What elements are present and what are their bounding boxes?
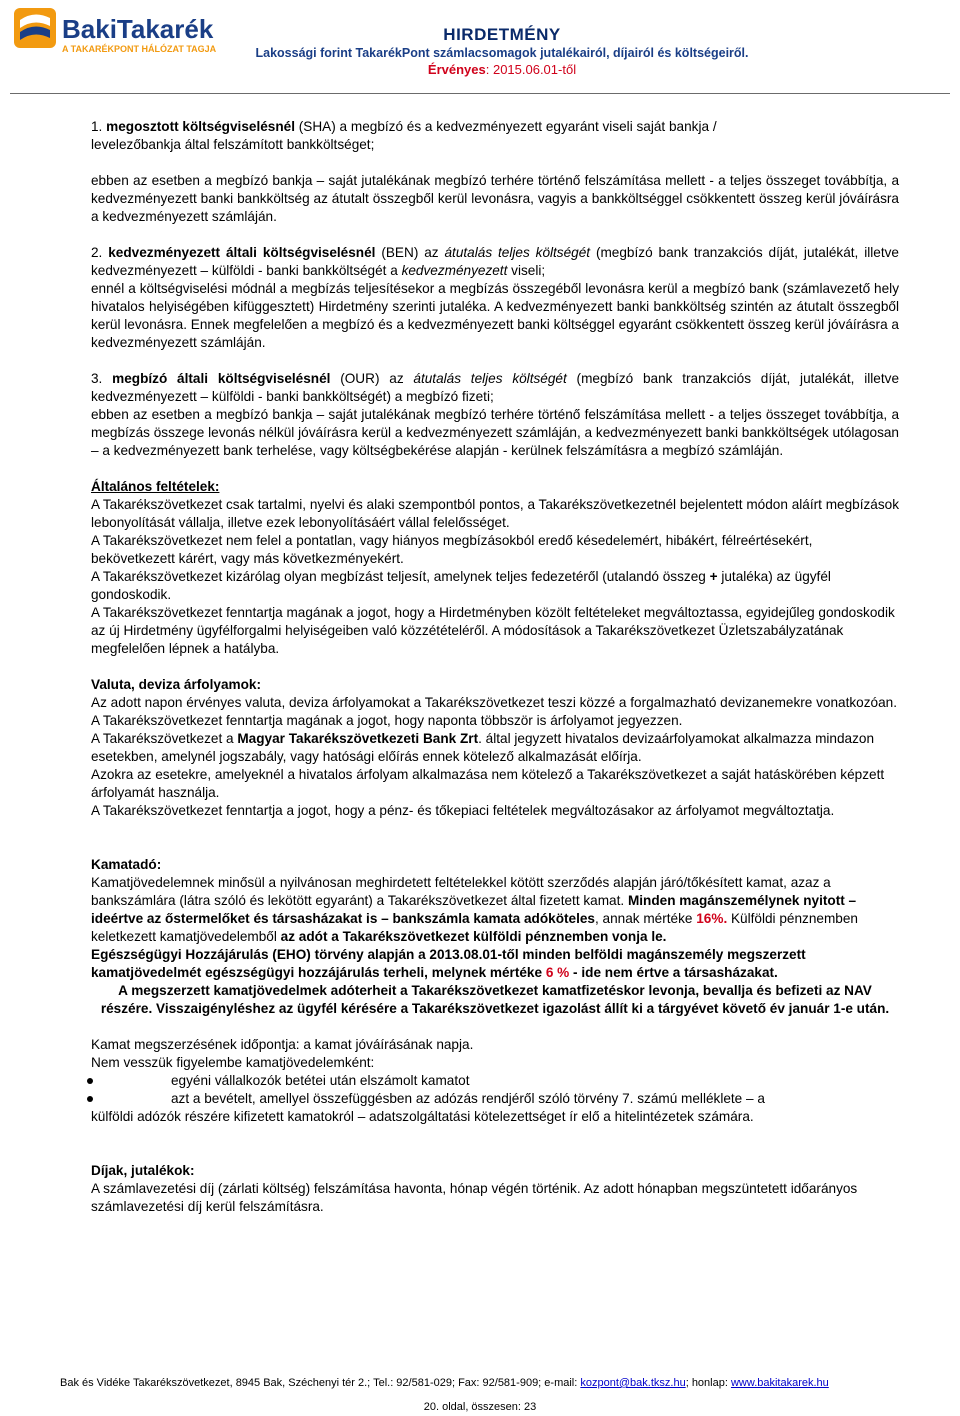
section-2-text-2: (megbízó bank tranzakciós díját, jutalékát, illetve kedvezményezett – külföldi - banki bankköltségét a bbox=[91, 245, 899, 278]
section-1-intro bbox=[91, 118, 899, 136]
validity-label: Érvényes bbox=[427, 62, 486, 77]
general-heading bbox=[91, 478, 899, 496]
logo-graphic bbox=[12, 6, 226, 56]
page-title: HIRDETMÉNY bbox=[443, 25, 561, 44]
general-p3-plus: + bbox=[709, 569, 718, 584]
section-2-italic-2: kedvezményezett bbox=[401, 263, 508, 278]
list-item-text: azt a bevételt, amellyel összefüggésben az adózás rendjéről szóló törvény 7. számú melléklete – a bbox=[171, 1091, 765, 1106]
document-body bbox=[91, 118, 899, 1216]
fx-p2 bbox=[91, 730, 899, 766]
tax-bullet2-continuation: külföldi adózók részére kifizetett kamatokról – adatszolgáltatási kötelezettséget ír elő a hitelintézetek számára. bbox=[91, 1109, 754, 1124]
footer-text: Bak és Vidéke Takarékszövetkezet, 8945 Bak, Széchenyi tér 2.; Tel.: 92/581-029; Fax: 92/581-909; e-mail: bbox=[60, 1377, 581, 1389]
section-1-number: 1. bbox=[91, 119, 103, 134]
tax-exclusions-list bbox=[91, 1072, 899, 1108]
validity-date: : 2015.06.01-től bbox=[485, 62, 577, 77]
tax-p1-e: Külföldi pénznemben keletkezett kamatjövedelemből bbox=[91, 911, 858, 944]
general-heading-text: Általános feltételek: bbox=[91, 479, 220, 494]
footer-contact bbox=[60, 1376, 920, 1390]
general-p3-a: A Takarékszövetkezet kizárólag olyan megbízást teljesít, amelynek teljes fedezetéről (utalandó összeg bbox=[91, 569, 710, 584]
general-p1: A Takarékszövetkezet csak tartalmi, nyelvi és alaki szempontból pontos, a Takarékszövetkezetnél bejelentett módon aláírt megbízások lebonyolítását vállalja, illetve ezek lebonyolításáért vállal felelősséget. bbox=[91, 497, 899, 530]
bakitakarek-logo bbox=[12, 6, 226, 56]
list-item bbox=[91, 1090, 899, 1108]
tax-rate-6: 6 % bbox=[545, 965, 570, 980]
tax-heading bbox=[91, 856, 899, 874]
section-1-text-b: levelezőbankja által felszámított bankköltséget; bbox=[91, 137, 375, 152]
general-p3-c: jutaléka) az ügyfél gondoskodik. bbox=[91, 569, 831, 602]
fx-p4: A Takarékszövetkezet fenntartja a jogot, hogy a pénz- és tőkepiaci feltételek megváltozásakor az árfolyamot megváltoztatja. bbox=[91, 803, 835, 818]
fx-p3: Azokra az esetekre, amelyeknél a hivatalos árfolyam alkalmazása nem kötelező a Takarékszövetkezet a saját hatáskörében képzett árfolyamát használja. bbox=[91, 767, 885, 800]
footer-mid: ; honlap: bbox=[685, 1377, 731, 1389]
tax-p2 bbox=[91, 946, 899, 982]
section-2-number: 2. bbox=[91, 245, 103, 260]
tax-p4: Kamat megszerzésének időpontja: a kamat jóváírásának napja. bbox=[91, 1037, 474, 1052]
section-2-intro bbox=[91, 244, 899, 280]
section-1-text-c: ebben az esetben a megbízó bankja – saját jutalékának megbízó terhére történő felszámítása mellett - a teljes összeget továbbítja, a kedvezményezett banki bankköltség az átutalt összegből kerül levonásra, vagyis a bankköltséggel csökkentett összeg kerül jóváírásra a kedvezményezett számláján. bbox=[91, 173, 899, 224]
section-2-text-1: (BEN) az bbox=[375, 245, 445, 260]
section-3-text-2: (megbízó bank tranzakciós díját, jutalékát, illetve kedvezményezett – külföldi - banki bankköltségét) a megbízó fizeti; bbox=[91, 371, 900, 404]
header-divider bbox=[10, 93, 950, 94]
list-item-text: egyéni vállalkozók betétei után elszámolt kamatot bbox=[171, 1073, 470, 1088]
footer-email-link[interactable]: kozpont@bak.tksz.hu bbox=[580, 1377, 686, 1389]
fx-heading-text: Valuta, deviza árfolyamok: bbox=[91, 677, 261, 692]
fees-heading bbox=[91, 1162, 899, 1180]
section-3-term: megbízó általi költségviselésnél bbox=[112, 371, 331, 386]
validity-line bbox=[236, 61, 768, 78]
section-3-number: 3. bbox=[91, 371, 103, 386]
page-subtitle: Lakossági forint TakarékPont számlacsomagok jutalékairól, díjairól és költségeiről. bbox=[255, 46, 749, 60]
section-1-term: megosztott költségviselésnél bbox=[106, 119, 295, 134]
fx-p2-c: . által jegyzett hivatalos devizaárfolyamokat alkalmazza mindazon esetekben, amelynél jogszabály, vagy hatósági előírás ennek kötelező alkalmazását előírja. bbox=[91, 731, 875, 764]
tax-p5: Nem vesszük figyelembe kamatjövedelemként: bbox=[91, 1055, 375, 1070]
tax-p1-a: Kamatjövedelemnek minősül a nyilvánosan meghirdetett feltételekkel kötött szerződés alapján járó/tőkésített kamat, azaz a bankszámlára (látra szóló és lekötött egyaránt) a Takarékszövetkezet által fizetett kamat. bbox=[91, 875, 831, 908]
section-3-text-b: ebben az esetben a megbízó bankja – saját jutalékának megbízó terhére történő felszámítása mellett - a teljes összeget továbbítja, a megbízás összege levonás nélkül jóváírásra kerül a kedvezményezett számláján, a kedvezményezett banki bankköltségek utólagosan – a kedvezményezett bank terhelése, vagy költségbekérése alapján - kerülnek felszámításra a megbízó számláján. bbox=[91, 407, 899, 458]
section-2-italic-1: átutalás teljes költségét bbox=[444, 245, 591, 260]
tax-heading-text: Kamatadó: bbox=[91, 857, 162, 872]
general-p3 bbox=[91, 568, 899, 604]
section-1-text-a: (SHA) a megbízó és a kedvezményezett egyaránt viseli saját bankja / bbox=[298, 119, 717, 134]
tax-p1-c: , annak mértéke bbox=[594, 911, 697, 926]
fees-heading-text: Díjak, jutalékok: bbox=[91, 1163, 195, 1178]
section-2-text-3: viseli; bbox=[507, 263, 546, 278]
section-3-intro bbox=[91, 370, 899, 406]
logo-tagline: A TAKARÉKPONT HÁLÓZAT TAGJA bbox=[62, 44, 217, 54]
tax-p1 bbox=[91, 874, 899, 946]
list-item bbox=[91, 1072, 899, 1090]
tax-p1-b: Minden magánszemélynek nyitott – ideértve az őstermelőket és társasházakat is – bankszámla kamata adóköteles bbox=[91, 893, 857, 926]
fees-p1: A számlavezetési díj (zárlati költség) felszámítása havonta, hónap végén történik. Az adott hónapban megszüntetett időarányos számlavezetési díj kerül felszámításra. bbox=[91, 1181, 858, 1214]
section-3-italic-1: átutalás teljes költségét bbox=[413, 371, 567, 386]
bullet-icon bbox=[87, 1096, 93, 1102]
tax-rate-16: 16%. bbox=[696, 911, 728, 926]
tax-p2-a: Egészségügyi Hozzájárulás (EHO) törvény alapján a 2013.08.01-től minden belföldi magánszemély megszerzett kamatjövedelmét egészségügyi hozzájárulás terheli, melynek mértéke bbox=[91, 947, 806, 980]
fx-p2-bank: Magyar Takarékszövetkezeti Bank Zrt bbox=[237, 731, 479, 746]
fx-p1: Az adott napon érvényes valuta, deviza árfolyamokat a Takarékszövetkezet teszi közzé a forgalmazható devizanemekre vonatkozóan. A Takarékszövetkezet fenntartja magának a jogot, hogy naponta többször is árfolyamot jegyezzen. bbox=[91, 695, 897, 728]
footer-web-link[interactable]: www.bakitakarek.hu bbox=[730, 1377, 829, 1389]
tax-p2-c: - ide nem értve a társasházakat. bbox=[569, 965, 778, 980]
bullet-icon bbox=[87, 1078, 93, 1084]
tax-p1-f: az adót a Takarékszövetkezet külföldi pénznemben vonja le. bbox=[280, 929, 667, 944]
section-2-text-b: ennél a költségviselési módnál a megbízás teljesítésekor a megbízás összegéből levonásra kerül a megbízó bank (számlavezető hely hivatalos helyiségében kifüggesztett) Hirdetmény szerinti jutaléka. A kedvezményezett banki bankköltség szintén az átutalt összegből kerül levonásra. Ennek megfelelően a megbízó és a kedvezményezett banki költséggel egyaránt csökkentett összeg kerül jóváírásra a kedvezményezett számláján. bbox=[91, 281, 899, 350]
section-3-text-1: (OUR) az bbox=[330, 371, 414, 386]
document-header bbox=[236, 24, 768, 78]
tax-p3 bbox=[91, 982, 899, 1018]
tax-p3-text: A megszerzett kamatjövedelmek adóterheit a Takarékszövetkezet kamatfizetéskor levonja, bevallja és befizeti az NAV részére. Visszaigényléshez az ügyfél kérésére a Takarékszövetkezet igazolást állít ki a tárgyévet követő év január 1-e után. bbox=[100, 983, 890, 1016]
fx-heading bbox=[91, 676, 899, 694]
page-number: 20. oldal, összesen: 23 bbox=[423, 1401, 537, 1413]
general-p2: A Takarékszövetkezet nem felel a pontatlan, vagy hiányos megbízásokból eredő késedelemért, hibákért, félreértésekért, bekövetkezett kárért, vagy más következményekért. bbox=[91, 533, 813, 566]
general-p4: A Takarékszövetkezet fenntartja magának a jogot, hogy a Hirdetményben közölt feltételeket megváltoztassa, egyidejűleg gondoskodik az új Hirdetmény ügyfélforgalmi helyiségeiben való közzétételéről. A módosítások a Takarékszövetkezet Üzletszabályzatának megfelelően lépnek a hatályba. bbox=[91, 605, 895, 656]
section-2-term: kedvezményezett általi költségviselésnél bbox=[108, 245, 376, 260]
logo-wordmark: BakiTakarék bbox=[62, 14, 214, 44]
fx-p2-a: A Takarékszövetkezet a bbox=[91, 731, 238, 746]
